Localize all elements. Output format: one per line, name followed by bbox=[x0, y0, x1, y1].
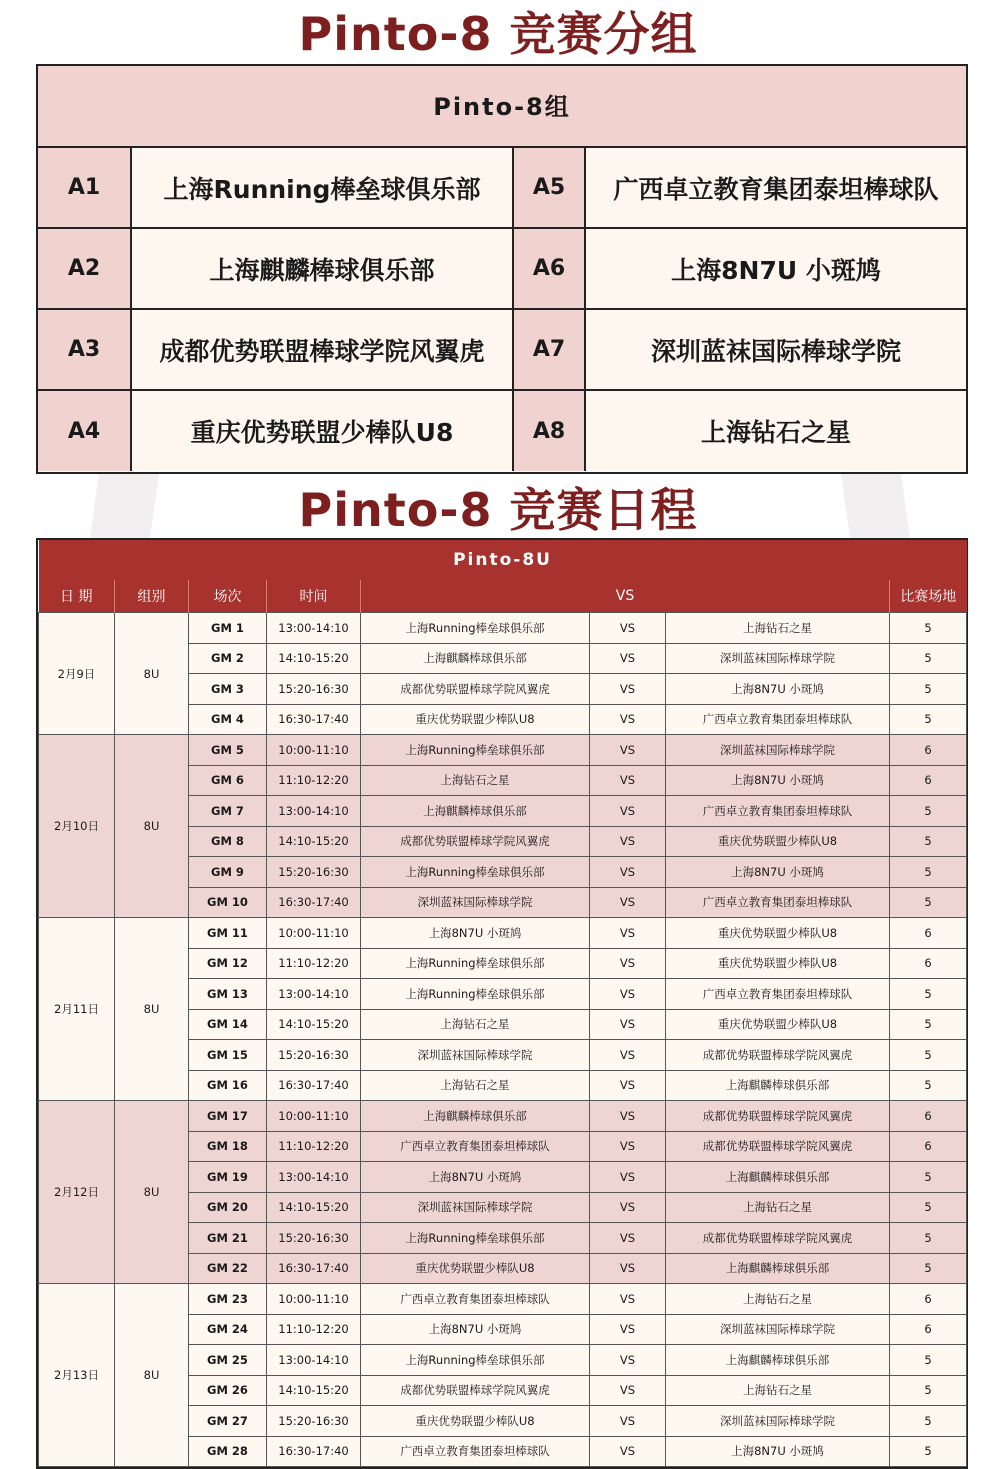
time-cell: 11:10-12:20 bbox=[267, 765, 361, 796]
vs-cell: VS bbox=[590, 979, 666, 1010]
vs-cell: VS bbox=[590, 1253, 666, 1284]
table-row bbox=[39, 918, 967, 949]
schedule-caption: Pinto-8U bbox=[39, 540, 967, 580]
home-team-cell: 重庆优势联盟少棒队U8 bbox=[361, 1253, 590, 1284]
time-cell: 16:30-17:40 bbox=[267, 1070, 361, 1101]
table-row bbox=[39, 613, 967, 644]
field-cell: 5 bbox=[890, 1253, 967, 1284]
field-cell: 5 bbox=[890, 857, 967, 888]
away-team-cell: 上海8N7U 小斑鸠 bbox=[666, 765, 890, 796]
away-team-cell: 成都优势联盟棒球学院风翼虎 bbox=[666, 1040, 890, 1071]
game-cell: GM 5 bbox=[189, 735, 267, 766]
date-cell: 2月13日 bbox=[39, 1284, 115, 1467]
game-cell: GM 4 bbox=[189, 704, 267, 735]
vs-cell: VS bbox=[590, 826, 666, 857]
home-team-cell: 上海Running棒垒球俱乐部 bbox=[361, 1223, 590, 1254]
home-team-cell: 上海Running棒垒球俱乐部 bbox=[361, 613, 590, 644]
vs-cell: VS bbox=[590, 1284, 666, 1315]
away-team-cell: 上海麒麟棒球俱乐部 bbox=[666, 1253, 890, 1284]
time-cell: 15:20-16:30 bbox=[267, 1040, 361, 1071]
time-cell: 10:00-11:10 bbox=[267, 918, 361, 949]
home-team-cell: 深圳蓝袜国际棒球学院 bbox=[361, 1040, 590, 1071]
time-cell: 10:00-11:10 bbox=[267, 1284, 361, 1315]
away-team-cell: 上海钻石之星 bbox=[666, 1192, 890, 1223]
away-team-cell: 上海8N7U 小斑鸠 bbox=[666, 857, 890, 888]
group-code: A5 bbox=[514, 148, 586, 227]
away-team-cell: 上海钻石之星 bbox=[666, 1375, 890, 1406]
vs-cell: VS bbox=[590, 735, 666, 766]
schedule-title: Pinto-8 竞赛日程 bbox=[298, 483, 698, 537]
date-cell: 2月10日 bbox=[39, 735, 115, 918]
header-time: 时间 bbox=[267, 580, 361, 613]
vs-cell: VS bbox=[590, 796, 666, 827]
home-team-cell: 上海Running棒垒球俱乐部 bbox=[361, 979, 590, 1010]
home-team-cell: 上海8N7U 小斑鸠 bbox=[361, 1314, 590, 1345]
time-cell: 14:10-15:20 bbox=[267, 1009, 361, 1040]
game-cell: GM 27 bbox=[189, 1406, 267, 1437]
away-team-cell: 上海钻石之星 bbox=[666, 613, 890, 644]
vs-cell: VS bbox=[590, 1345, 666, 1376]
home-team-cell: 上海钻石之星 bbox=[361, 1009, 590, 1040]
vs-cell: VS bbox=[590, 857, 666, 888]
home-team-cell: 上海麒麟棒球俱乐部 bbox=[361, 796, 590, 827]
away-team-cell: 广西卓立教育集团泰坦棒球队 bbox=[666, 887, 890, 918]
time-cell: 15:20-16:30 bbox=[267, 1406, 361, 1437]
vs-cell: VS bbox=[590, 1314, 666, 1345]
away-team-cell: 成都优势联盟棒球学院风翼虎 bbox=[666, 1223, 890, 1254]
home-team-cell: 成都优势联盟棒球学院风翼虎 bbox=[361, 674, 590, 705]
field-cell: 6 bbox=[890, 1314, 967, 1345]
group-team-name: 上海钻石之星 bbox=[586, 391, 966, 471]
vs-cell: VS bbox=[590, 1040, 666, 1071]
vs-cell: VS bbox=[590, 613, 666, 644]
home-team-cell: 重庆优势联盟少棒队U8 bbox=[361, 704, 590, 735]
group-row bbox=[38, 229, 966, 310]
away-team-cell: 广西卓立教育集团泰坦棒球队 bbox=[666, 796, 890, 827]
groups-table-header: Pinto-8组 bbox=[38, 66, 966, 148]
game-cell: GM 21 bbox=[189, 1223, 267, 1254]
group-cell: 8U bbox=[115, 1101, 189, 1284]
vs-cell: VS bbox=[590, 643, 666, 674]
home-team-cell: 深圳蓝袜国际棒球学院 bbox=[361, 1192, 590, 1223]
home-team-cell: 重庆优势联盟少棒队U8 bbox=[361, 1406, 590, 1437]
home-team-cell: 上海Running棒垒球俱乐部 bbox=[361, 948, 590, 979]
field-cell: 6 bbox=[890, 735, 967, 766]
home-team-cell: 广西卓立教育集团泰坦棒球队 bbox=[361, 1436, 590, 1467]
date-cell: 2月9日 bbox=[39, 613, 115, 735]
time-cell: 10:00-11:10 bbox=[267, 1101, 361, 1132]
time-cell: 15:20-16:30 bbox=[267, 1223, 361, 1254]
game-cell: GM 17 bbox=[189, 1101, 267, 1132]
game-cell: GM 23 bbox=[189, 1284, 267, 1315]
time-cell: 13:00-14:10 bbox=[267, 979, 361, 1010]
time-cell: 15:20-16:30 bbox=[267, 857, 361, 888]
time-cell: 13:00-14:10 bbox=[267, 796, 361, 827]
time-cell: 14:10-15:20 bbox=[267, 1375, 361, 1406]
away-team-cell: 重庆优势联盟少棒队U8 bbox=[666, 948, 890, 979]
group-code: A8 bbox=[514, 391, 586, 471]
game-cell: GM 7 bbox=[189, 796, 267, 827]
home-team-cell: 成都优势联盟棒球学院风翼虎 bbox=[361, 1375, 590, 1406]
game-cell: GM 13 bbox=[189, 979, 267, 1010]
field-cell: 5 bbox=[890, 643, 967, 674]
game-cell: GM 14 bbox=[189, 1009, 267, 1040]
away-team-cell: 上海钻石之星 bbox=[666, 1284, 890, 1315]
time-cell: 14:10-15:20 bbox=[267, 643, 361, 674]
group-team-name: 成都优势联盟棒球学院风翼虎 bbox=[132, 310, 514, 389]
field-cell: 5 bbox=[890, 979, 967, 1010]
group-code: A6 bbox=[514, 229, 586, 308]
field-cell: 5 bbox=[890, 674, 967, 705]
field-cell: 5 bbox=[890, 796, 967, 827]
field-cell: 6 bbox=[890, 1131, 967, 1162]
group-team-name: 上海Running棒垒球俱乐部 bbox=[132, 148, 514, 227]
field-cell: 5 bbox=[890, 1406, 967, 1437]
away-team-cell: 广西卓立教育集团泰坦棒球队 bbox=[666, 979, 890, 1010]
group-row bbox=[38, 391, 966, 471]
group-team-name: 上海8N7U 小斑鸠 bbox=[586, 229, 966, 308]
time-cell: 10:00-11:10 bbox=[267, 735, 361, 766]
group-team-name: 深圳蓝袜国际棒球学院 bbox=[586, 310, 966, 389]
time-cell: 13:00-14:10 bbox=[267, 613, 361, 644]
group-cell: 8U bbox=[115, 1284, 189, 1467]
away-team-cell: 深圳蓝袜国际棒球学院 bbox=[666, 643, 890, 674]
game-cell: GM 19 bbox=[189, 1162, 267, 1193]
away-team-cell: 重庆优势联盟少棒队U8 bbox=[666, 1009, 890, 1040]
vs-cell: VS bbox=[590, 918, 666, 949]
field-cell: 5 bbox=[890, 887, 967, 918]
vs-cell: VS bbox=[590, 1101, 666, 1132]
game-cell: GM 3 bbox=[189, 674, 267, 705]
field-cell: 5 bbox=[890, 613, 967, 644]
game-cell: GM 24 bbox=[189, 1314, 267, 1345]
home-team-cell: 成都优势联盟棒球学院风翼虎 bbox=[361, 826, 590, 857]
home-team-cell: 广西卓立教育集团泰坦棒球队 bbox=[361, 1284, 590, 1315]
away-team-cell: 深圳蓝袜国际棒球学院 bbox=[666, 735, 890, 766]
header-date: 日 期 bbox=[39, 580, 115, 613]
away-team-cell: 上海麒麟棒球俱乐部 bbox=[666, 1070, 890, 1101]
away-team-cell: 广西卓立教育集团泰坦棒球队 bbox=[666, 704, 890, 735]
time-cell: 13:00-14:10 bbox=[267, 1345, 361, 1376]
field-cell: 5 bbox=[890, 1436, 967, 1467]
time-cell: 16:30-17:40 bbox=[267, 704, 361, 735]
group-team-name: 重庆优势联盟少棒队U8 bbox=[132, 391, 514, 471]
time-cell: 16:30-17:40 bbox=[267, 1253, 361, 1284]
group-team-name: 上海麒麟棒球俱乐部 bbox=[132, 229, 514, 308]
home-team-cell: 深圳蓝袜国际棒球学院 bbox=[361, 887, 590, 918]
group-cell: 8U bbox=[115, 735, 189, 918]
schedule-table bbox=[36, 538, 968, 1469]
away-team-cell: 成都优势联盟棒球学院风翼虎 bbox=[666, 1101, 890, 1132]
group-team-name: 广西卓立教育集团泰坦棒球队 bbox=[586, 148, 966, 227]
away-team-cell: 上海8N7U 小斑鸠 bbox=[666, 674, 890, 705]
vs-cell: VS bbox=[590, 765, 666, 796]
field-cell: 5 bbox=[890, 1009, 967, 1040]
vs-cell: VS bbox=[590, 1436, 666, 1467]
field-cell: 5 bbox=[890, 704, 967, 735]
game-cell: GM 15 bbox=[189, 1040, 267, 1071]
game-cell: GM 16 bbox=[189, 1070, 267, 1101]
group-cell: 8U bbox=[115, 613, 189, 735]
field-cell: 6 bbox=[890, 1284, 967, 1315]
group-row bbox=[38, 148, 966, 229]
vs-cell: VS bbox=[590, 1131, 666, 1162]
vs-cell: VS bbox=[590, 887, 666, 918]
field-cell: 5 bbox=[890, 826, 967, 857]
vs-cell: VS bbox=[590, 1009, 666, 1040]
vs-cell: VS bbox=[590, 1192, 666, 1223]
time-cell: 14:10-15:20 bbox=[267, 1192, 361, 1223]
field-cell: 5 bbox=[890, 1375, 967, 1406]
game-cell: GM 9 bbox=[189, 857, 267, 888]
vs-cell: VS bbox=[590, 948, 666, 979]
date-cell: 2月12日 bbox=[39, 1101, 115, 1284]
field-cell: 5 bbox=[890, 1192, 967, 1223]
header-group: 组别 bbox=[115, 580, 189, 613]
field-cell: 6 bbox=[890, 765, 967, 796]
home-team-cell: 上海麒麟棒球俱乐部 bbox=[361, 643, 590, 674]
home-team-cell: 上海8N7U 小斑鸠 bbox=[361, 1162, 590, 1193]
away-team-cell: 深圳蓝袜国际棒球学院 bbox=[666, 1314, 890, 1345]
away-team-cell: 重庆优势联盟少棒队U8 bbox=[666, 826, 890, 857]
field-cell: 5 bbox=[890, 1223, 967, 1254]
time-cell: 13:00-14:10 bbox=[267, 1162, 361, 1193]
vs-cell: VS bbox=[590, 1375, 666, 1406]
group-code: A2 bbox=[38, 229, 132, 308]
groups-title: Pinto-8 竞赛分组 bbox=[298, 7, 698, 61]
header-field: 比赛场地 bbox=[890, 580, 967, 613]
home-team-cell: 广西卓立教育集团泰坦棒球队 bbox=[361, 1131, 590, 1162]
away-team-cell: 上海8N7U 小斑鸠 bbox=[666, 1436, 890, 1467]
game-cell: GM 1 bbox=[189, 613, 267, 644]
table-row bbox=[39, 1101, 967, 1132]
home-team-cell: 上海Running棒垒球俱乐部 bbox=[361, 1345, 590, 1376]
field-cell: 5 bbox=[890, 1070, 967, 1101]
home-team-cell: 上海Running棒垒球俱乐部 bbox=[361, 857, 590, 888]
header-game: 场次 bbox=[189, 580, 267, 613]
time-cell: 11:10-12:20 bbox=[267, 1314, 361, 1345]
game-cell: GM 28 bbox=[189, 1436, 267, 1467]
group-code: A7 bbox=[514, 310, 586, 389]
game-cell: GM 2 bbox=[189, 643, 267, 674]
table-row bbox=[39, 1284, 967, 1315]
field-cell: 6 bbox=[890, 1101, 967, 1132]
away-team-cell: 上海麒麟棒球俱乐部 bbox=[666, 1162, 890, 1193]
away-team-cell: 成都优势联盟棒球学院风翼虎 bbox=[666, 1131, 890, 1162]
away-team-cell: 上海麒麟棒球俱乐部 bbox=[666, 1345, 890, 1376]
home-team-cell: 上海麒麟棒球俱乐部 bbox=[361, 1101, 590, 1132]
time-cell: 14:10-15:20 bbox=[267, 826, 361, 857]
group-code: A4 bbox=[38, 391, 132, 471]
game-cell: GM 8 bbox=[189, 826, 267, 857]
field-cell: 5 bbox=[890, 1345, 967, 1376]
table-row bbox=[39, 735, 967, 766]
field-cell: 6 bbox=[890, 918, 967, 949]
vs-cell: VS bbox=[590, 704, 666, 735]
time-cell: 11:10-12:20 bbox=[267, 948, 361, 979]
time-cell: 16:30-17:40 bbox=[267, 887, 361, 918]
home-team-cell: 上海钻石之星 bbox=[361, 1070, 590, 1101]
game-cell: GM 20 bbox=[189, 1192, 267, 1223]
game-cell: GM 18 bbox=[189, 1131, 267, 1162]
away-team-cell: 深圳蓝袜国际棒球学院 bbox=[666, 1406, 890, 1437]
group-cell: 8U bbox=[115, 918, 189, 1101]
field-cell: 5 bbox=[890, 1040, 967, 1071]
vs-cell: VS bbox=[590, 1070, 666, 1101]
header-vs: VS bbox=[361, 580, 890, 613]
vs-cell: VS bbox=[590, 1406, 666, 1437]
game-cell: GM 12 bbox=[189, 948, 267, 979]
groups-table bbox=[36, 64, 968, 474]
group-code: A1 bbox=[38, 148, 132, 227]
away-team-cell: 重庆优势联盟少棒队U8 bbox=[666, 918, 890, 949]
time-cell: 16:30-17:40 bbox=[267, 1436, 361, 1467]
group-row bbox=[38, 310, 966, 391]
game-cell: GM 22 bbox=[189, 1253, 267, 1284]
game-cell: GM 26 bbox=[189, 1375, 267, 1406]
game-cell: GM 25 bbox=[189, 1345, 267, 1376]
game-cell: GM 11 bbox=[189, 918, 267, 949]
vs-cell: VS bbox=[590, 674, 666, 705]
field-cell: 5 bbox=[890, 1162, 967, 1193]
vs-cell: VS bbox=[590, 1162, 666, 1193]
field-cell: 6 bbox=[890, 948, 967, 979]
group-code: A3 bbox=[38, 310, 132, 389]
home-team-cell: 上海8N7U 小斑鸠 bbox=[361, 918, 590, 949]
home-team-cell: 上海钻石之星 bbox=[361, 765, 590, 796]
date-cell: 2月11日 bbox=[39, 918, 115, 1101]
time-cell: 15:20-16:30 bbox=[267, 674, 361, 705]
game-cell: GM 10 bbox=[189, 887, 267, 918]
home-team-cell: 上海Running棒垒球俱乐部 bbox=[361, 735, 590, 766]
game-cell: GM 6 bbox=[189, 765, 267, 796]
time-cell: 11:10-12:20 bbox=[267, 1131, 361, 1162]
vs-cell: VS bbox=[590, 1223, 666, 1254]
